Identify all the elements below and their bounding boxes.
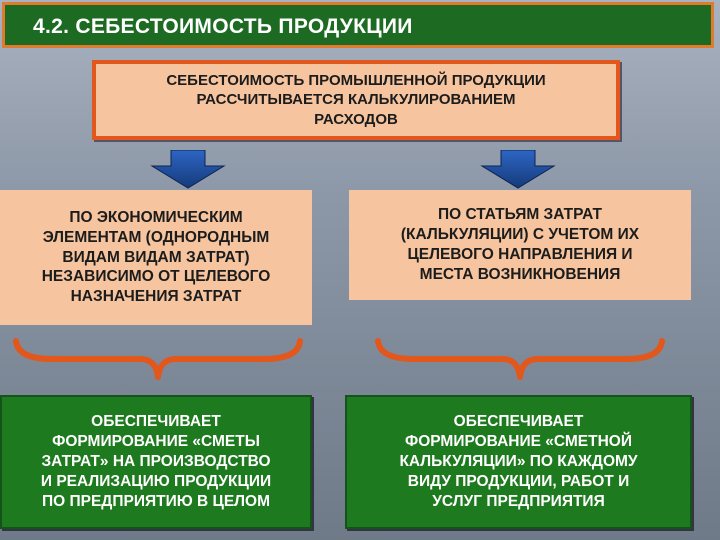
page-title: 4.2. СЕБЕСТОИМОСТЬ ПРОДУКЦИИ — [33, 15, 413, 38]
left-down-arrow-icon — [148, 150, 228, 190]
top-definition-box — [92, 60, 620, 140]
title-bar — [2, 2, 714, 48]
cost-calculation-text: ОБЕСПЕЧИВАЕТ ФОРМИРОВАНИЕ «СМЕТНОЙ КАЛЬКУЛЯЦИИ» ПО КАЖДОМУ ВИДУ ПРОДУКЦИИ, РАБОТ И УСЛУГ ПРЕДПРИЯТИЯ — [399, 413, 638, 510]
cost-items-text: ПО СТАТЬЯМ ЗАТРАТ (КАЛЬКУЛЯЦИИ) С УЧЕТОМ ИХ ЦЕЛЕВОГО НАПРАВЛЕНИЯ И МЕСТА ВОЗНИКНОВЕНИЯ — [400, 206, 640, 283]
economic-elements-text: ПО ЭКОНОМИЧЕСКИМ ЭЛЕМЕНТАМ (ОДНОРОДНЫМ ВИДАМ ВИДАМ ЗАТРАТ) НЕЗАВИСИМО ОТ ЦЕЛЕВОГО НАЗНАЧЕНИЯ ЗАТРАТ — [41, 208, 271, 306]
cost-estimate-text: ОБЕСПЕЧИВАЕТ ФОРМИРОВАНИЕ «СМЕТЫ ЗАТРАТ» НА ПРОИЗВОДСТВО И РЕАЛИЗАЦИЮ ПРОДУКЦИИ ПО ПРЕДПРИЯТИЮ В ЦЕЛОМ — [40, 413, 272, 510]
right-down-arrow-icon — [478, 150, 558, 190]
cost-estimate-box — [0, 395, 312, 529]
top-definition-text: СЕБЕСТОИМОСТЬ ПРОМЫШЛЕННОЙ ПРОДУКЦИИ РАССЧИТЫВАЕТСЯ КАЛЬКУЛИРОВАНИЕМ РАСХОДОВ — [166, 72, 546, 128]
cost-items-box — [349, 190, 691, 300]
cost-calculation-box — [345, 395, 692, 529]
economic-elements-box — [0, 190, 312, 325]
left-brace-icon — [12, 335, 304, 381]
right-brace-icon — [374, 335, 666, 381]
